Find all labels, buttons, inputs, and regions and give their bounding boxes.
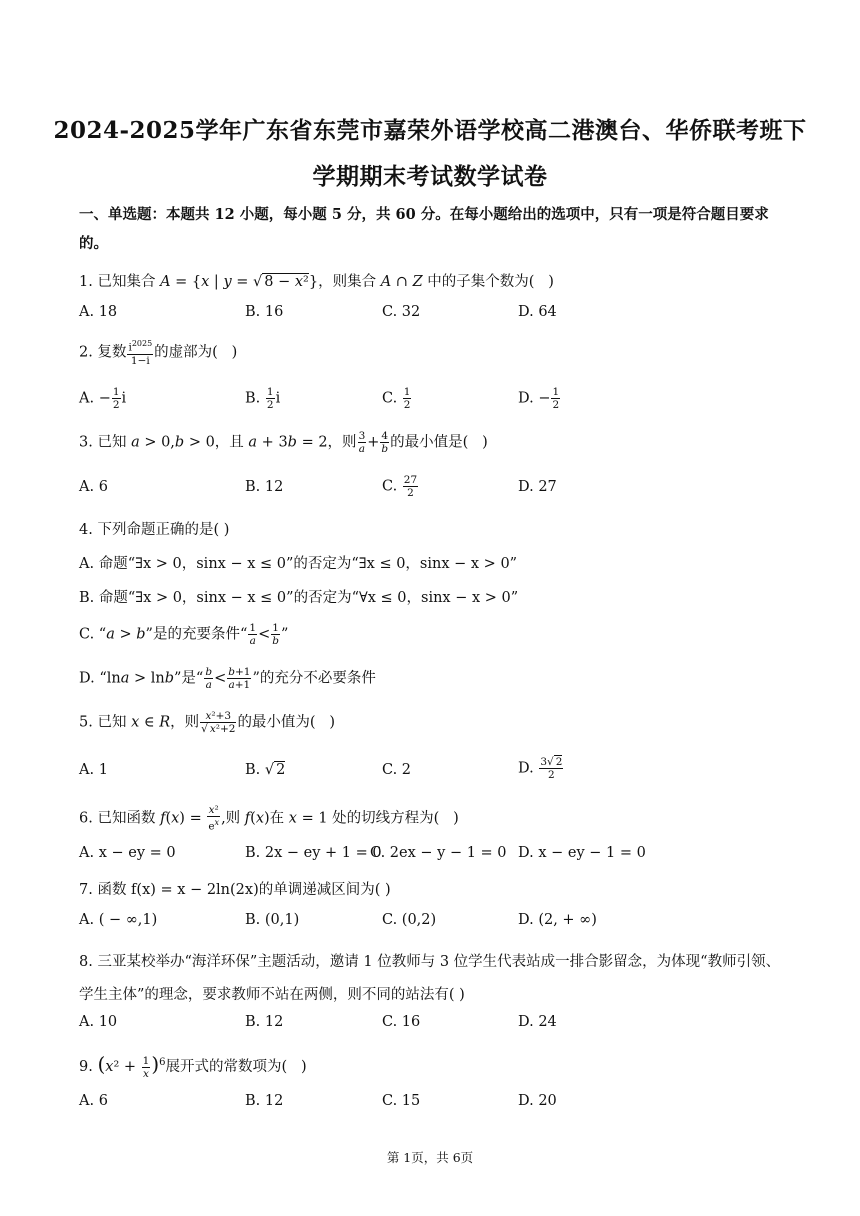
question-7-stem: 7. 函数 f(x) = x − 2ln(2x)的单调递减区间为( ): [79, 882, 391, 898]
q4-option-d: D. “lna > lnb”是“ $\frac{b}{a}$ < $\frac{b+1}{a+1}$ ”的充分不必要条件: [79, 666, 376, 691]
q1-option-b: B. 16: [245, 304, 284, 320]
q1-option-d: D. 64: [518, 304, 557, 320]
q3-option-d: D. 27: [518, 479, 557, 495]
q8-option-d: D. 24: [518, 1014, 557, 1030]
q6-option-a: A. x − ey = 0: [79, 845, 176, 861]
q2-option-c: C. $\frac{1}{2}$: [382, 386, 411, 411]
q7-option-a: A. ( − ∞,1): [79, 912, 158, 928]
question-3-stem: 3. 已知 a > 0,b > 0，且 a + 3b = 2，则 $\frac{3}{a}$ + $\frac{4}{b}$ 的最小值是( ): [79, 430, 488, 455]
q8-option-b: B. 12: [245, 1014, 284, 1030]
question-9-stem: 9. (x² + $\frac{1}{x}$ )$^6$展开式的常数项为( ): [79, 1052, 307, 1080]
q7-option-b: B. (0,1): [245, 912, 300, 928]
q4-option-a: A. 命题“∃x > 0，sinx − x ≤ 0”的否定为“∃x ≤ 0，sinx − x > 0”: [79, 556, 518, 572]
question-1-stem: 1. 已知集合 A = {x | y = √ 8 − x²}，则集合 A ∩ Z 中的子集个数为( ): [79, 274, 554, 290]
q6-option-b: B. 2x − ey + 1 = 0: [245, 845, 382, 861]
q1-option-a: A. 18: [79, 304, 118, 320]
question-8-stem: 8. 三亚某校举办“海洋环保”主题活动，邀请 1 位教师与 3 位学生代表站成一排合影留念，为体现“教师引领、学生主体”的理念，要求教师不站在两侧，则不同的站法有( ): [79, 954, 781, 1003]
q2-option-a: A. − $\frac{1}{2}$ i: [79, 386, 127, 411]
q3-option-c: C. $\frac{27}{2}$: [382, 474, 418, 499]
q7-option-d: D. (2, + ∞): [518, 912, 597, 928]
q5-option-d: D. $\frac{3√ 2}{2}$: [518, 756, 563, 781]
q8-option-c: C. 16: [382, 1014, 421, 1030]
q6-option-c: C. 2ex − y − 1 = 0: [370, 845, 507, 861]
exam-title-line2: 学期期末考试数学试卷: [312, 163, 548, 190]
q5-option-a: A. 1: [79, 762, 108, 778]
q9-option-a: A. 6: [79, 1093, 108, 1109]
q3-option-a: A. 6: [79, 479, 108, 495]
q2-option-b: B. $\frac{1}{2}$ i: [245, 386, 281, 411]
q8-option-a: A. 10: [79, 1014, 118, 1030]
q7-option-c: C. (0,2): [382, 912, 437, 928]
q4-option-b: B. 命题“∃x > 0，sinx − x ≤ 0”的否定为“∀x ≤ 0，sinx − x > 0”: [79, 590, 519, 606]
q3-option-b: B. 12: [245, 479, 284, 495]
q6-option-d: D. x − ey − 1 = 0: [518, 845, 646, 861]
q5-option-c: C. 2: [382, 762, 412, 778]
q9-option-d: D. 20: [518, 1093, 557, 1109]
q2-option-d: D. − $\frac{1}{2}$: [518, 386, 560, 411]
page-footer: 第 1页，共 6页: [386, 1150, 474, 1165]
q1-option-c: C. 32: [382, 304, 421, 320]
q9-option-b: B. 12: [245, 1093, 284, 1109]
exam-title-line1: 2024-2025学年广东省东莞市嘉荣外语学校高二港澳台、华侨联考班下: [53, 117, 807, 144]
q9-option-c: C. 15: [382, 1093, 421, 1109]
question-6-stem: 6. 已知函数 f(x) = $\frac{\text{x²}}{e^x}$ ,则 f(x)在 x = 1 处的切线方程为( ): [79, 804, 459, 833]
q5-option-b: B. √ 2: [245, 762, 286, 778]
question-2-stem: 2. 复数 $\frac{i^{2025}}{1-i}$ 的虚部为( ): [79, 339, 238, 367]
question-5-stem: 5. 已知 x ∈ R，则 $\frac{\text{x²+3}}{\text{√ x²+2}}$ 的最小值为( ): [79, 710, 336, 735]
question-4-stem: 4. 下列命题正确的是( ): [79, 522, 230, 538]
section-heading: 一、单选题：本题共 12 小题，每小题 5 分，共 60 分。在每小题给出的选项中，只有一项是符合题目要求的。: [79, 206, 769, 252]
q4-option-c: C. “a > b”是的充要条件“ $\frac{1}{a}$ < $\frac{1}{b}$ ”: [79, 622, 289, 647]
